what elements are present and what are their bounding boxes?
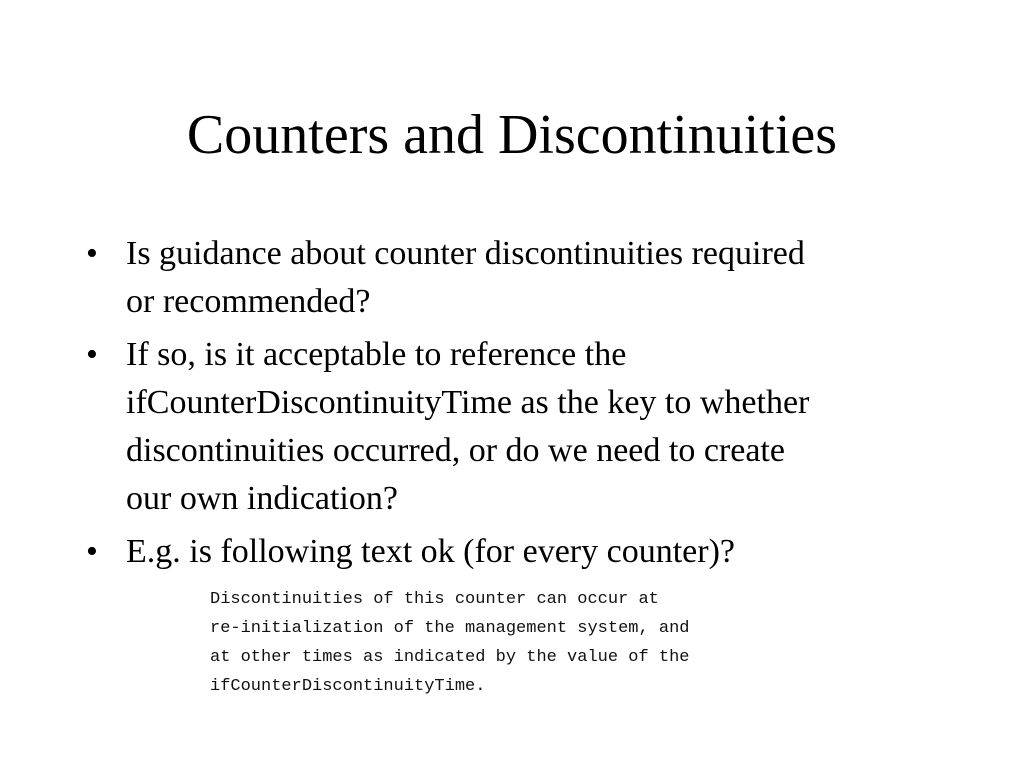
bullet-text-line: ifCounterDiscontinuityTime as the key to whether (126, 384, 810, 421)
slide-title: Counters and Discontinuities (186, 104, 838, 166)
code-line: Discontinuities of this counter can occur at (210, 590, 659, 609)
bullet-text-line: or recommended? (126, 283, 371, 320)
code-line: at other times as indicated by the value of the (210, 648, 690, 667)
bullet-item (84, 331, 944, 523)
bullet-text-line: E.g. is following text ok (for every counter)? (126, 533, 735, 570)
bullet-text-line: If so, is it acceptable to reference the (126, 336, 627, 373)
bullet-text-line: our own indication? (126, 480, 398, 517)
code-line: re-initialization of the management system, and (210, 619, 690, 638)
code-line: ifCounterDiscontinuityTime. (210, 677, 486, 696)
bullet-item (84, 230, 944, 326)
bullet-icon: • (86, 235, 98, 272)
code-snippet (210, 585, 689, 701)
bullet-item (84, 528, 944, 576)
bullet-icon: • (86, 336, 98, 373)
bullet-list (84, 230, 944, 581)
bullet-icon: • (86, 533, 98, 570)
bullet-text-line: discontinuities occurred, or do we need to create (126, 432, 785, 469)
bullet-text-line: Is guidance about counter discontinuities required (126, 235, 805, 272)
